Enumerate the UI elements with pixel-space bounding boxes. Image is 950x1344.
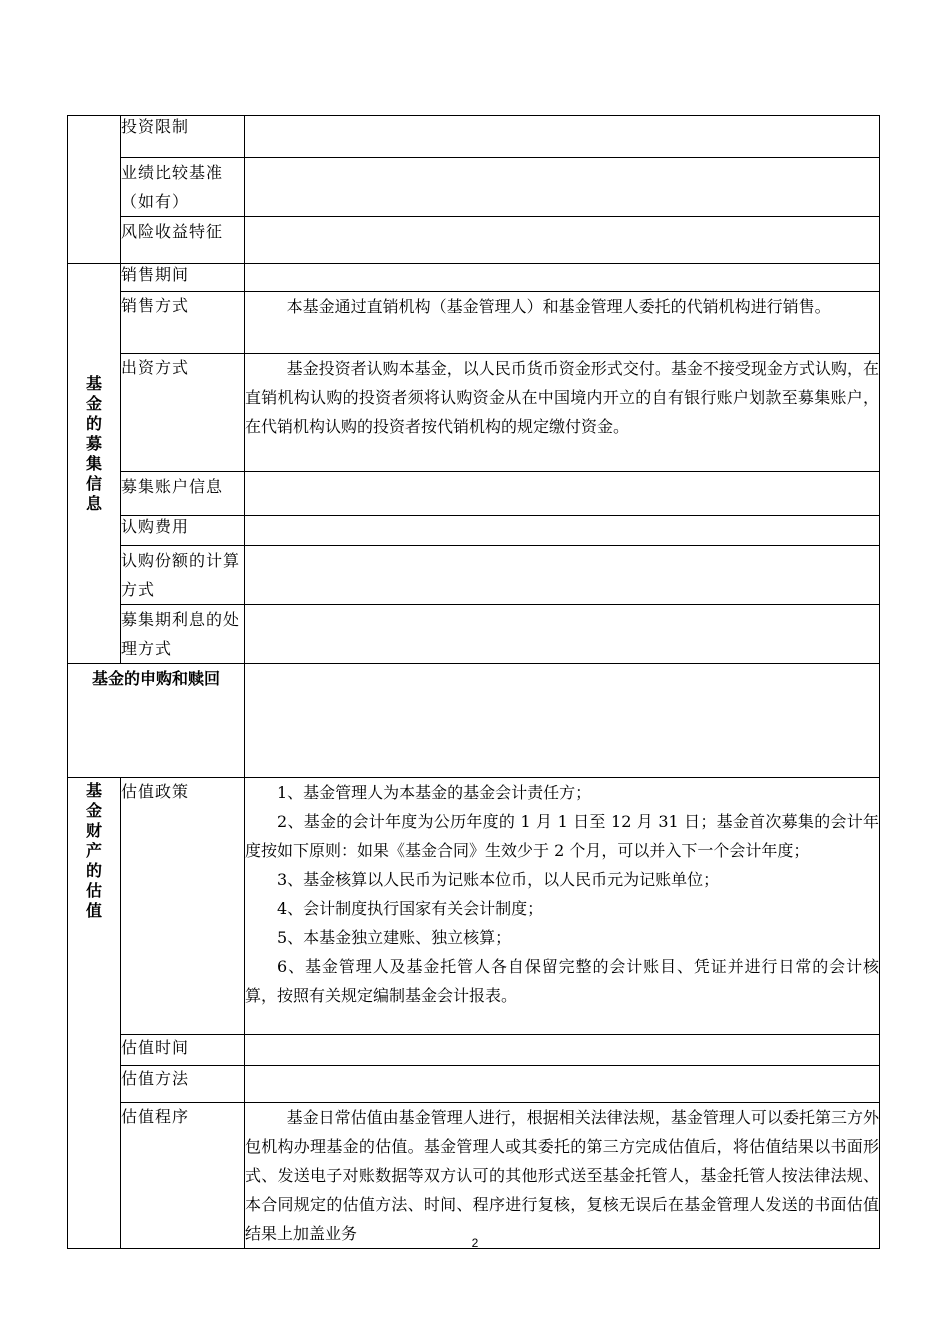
- row-label-account-info: 募集账户信息: [121, 472, 245, 516]
- row-label-benchmark: 业绩比较基准（如有）: [121, 158, 245, 217]
- row-content-account-info: [245, 472, 880, 516]
- row-label-payment-method: 出资方式: [121, 354, 245, 472]
- row-content-payment-method: [245, 354, 880, 472]
- table-row: [68, 1103, 880, 1249]
- row-label-share-calculation: 认购份额的计算方式: [121, 546, 245, 605]
- subscription-redemption-label: 基金的申购和赎回: [68, 664, 245, 778]
- table-row: [68, 778, 880, 1035]
- table-row: [68, 1066, 880, 1103]
- table-row: [68, 664, 880, 778]
- row-content-share-calculation: [245, 546, 880, 605]
- table-row: [68, 116, 880, 158]
- row-content-sales-period: [245, 264, 880, 292]
- row-content-subscription-fee: [245, 516, 880, 546]
- group-label-fundraising: [68, 264, 121, 664]
- table-row: [68, 264, 880, 292]
- valuation-policy-item: 4、会计制度执行国家有关会计制度；: [277, 899, 544, 918]
- fund-info-table: [67, 115, 880, 1249]
- subscription-redemption-content: [245, 664, 880, 778]
- group-label-fundraising-text: 基金的募集信息: [85, 374, 102, 513]
- row-label-subscription-fee: 认购费用: [121, 516, 245, 546]
- row-label-valuation-policy: 估值政策: [121, 778, 245, 1035]
- table-row: [68, 292, 880, 354]
- row-content-interest-handling: [245, 605, 880, 664]
- valuation-policy-item: 2、基金的会计年度为公历年度的 1 月 1 日至 12 月 31 日；基金首次募集的会计年度按如下原则：如果《基金合同》生效少于 2 个月，可以并入下一个会计年度；: [245, 812, 879, 860]
- row-label-interest-handling: 募集期利息的处理方式: [121, 605, 245, 664]
- valuation-policy-item: 5、本基金独立建账、独立核算；: [277, 928, 512, 947]
- row-content-sales-method: [245, 292, 880, 354]
- row-label-sales-period: 销售期间: [121, 264, 245, 292]
- valuation-procedure-text: 基金日常估值由基金管理人进行，根据相关法律法规，基金管理人可以委托第三方外包机构办理基金的估值。基金管理人或其委托的第三方完成估值后，将估值结果以书面形式、发送电子对账数据等双方认可的其他形式送至基金托管人，基金托管人按法律法规、本合同规定的估值方法、时间、程序进行复核，复核无误后在基金管理人发送的书面估值结果上加盖业务: [245, 1108, 879, 1243]
- table-row: [68, 546, 880, 605]
- table-row: [68, 1035, 880, 1066]
- row-label-investment-restrictions: 投资限制: [121, 116, 245, 158]
- table-row: [68, 516, 880, 546]
- row-label-sales-method: 销售方式: [121, 292, 245, 354]
- row-content-valuation-policy: [245, 778, 880, 1035]
- table-row: [68, 158, 880, 217]
- valuation-policy-item: 3、基金核算以人民币为记账本位币，以人民币元为记账单位；: [277, 870, 720, 889]
- row-label-valuation-procedure: 估值程序: [121, 1103, 245, 1249]
- row-label-valuation-time: 估值时间: [121, 1035, 245, 1066]
- row-content-valuation-procedure: [245, 1103, 880, 1249]
- row-content-benchmark: [245, 158, 880, 217]
- table-row: [68, 217, 880, 264]
- payment-method-text: 基金投资者认购本基金，以人民币货币资金形式交付。基金不接受现金方式认购，在直销机构认购的投资者须将认购资金从在中国境内开立的自有银行账户划款至募集账户，在代销机构认购的投资者按代销机构的规定缴付资金。: [245, 359, 879, 436]
- sales-method-text: 本基金通过直销机构（基金管理人）和基金管理人委托的代销机构进行销售。: [286, 297, 831, 316]
- table-row: [68, 354, 880, 472]
- row-label-risk-return: 风险收益特征: [121, 217, 245, 264]
- table-row: [68, 605, 880, 664]
- group-label-valuation: [68, 778, 121, 1249]
- valuation-policy-item: 6、基金管理人及基金托管人各自保留完整的会计账目、凭证并进行日常的会计核算，按照有关规定编制基金会计报表。: [245, 957, 879, 1005]
- valuation-policy-item: 1、基金管理人为本基金的基金会计责任方；: [277, 783, 592, 802]
- row-label-valuation-method: 估值方法: [121, 1066, 245, 1103]
- group-label-valuation-text: 基金财产的估值: [85, 781, 102, 920]
- table-row: [68, 472, 880, 516]
- row-content-valuation-time: [245, 1035, 880, 1066]
- unlabeled-group-cell: [68, 116, 121, 264]
- row-content-investment-restrictions: [245, 116, 880, 158]
- row-content-valuation-method: [245, 1066, 880, 1103]
- page-number: 2: [471, 1236, 479, 1250]
- row-content-risk-return: [245, 217, 880, 264]
